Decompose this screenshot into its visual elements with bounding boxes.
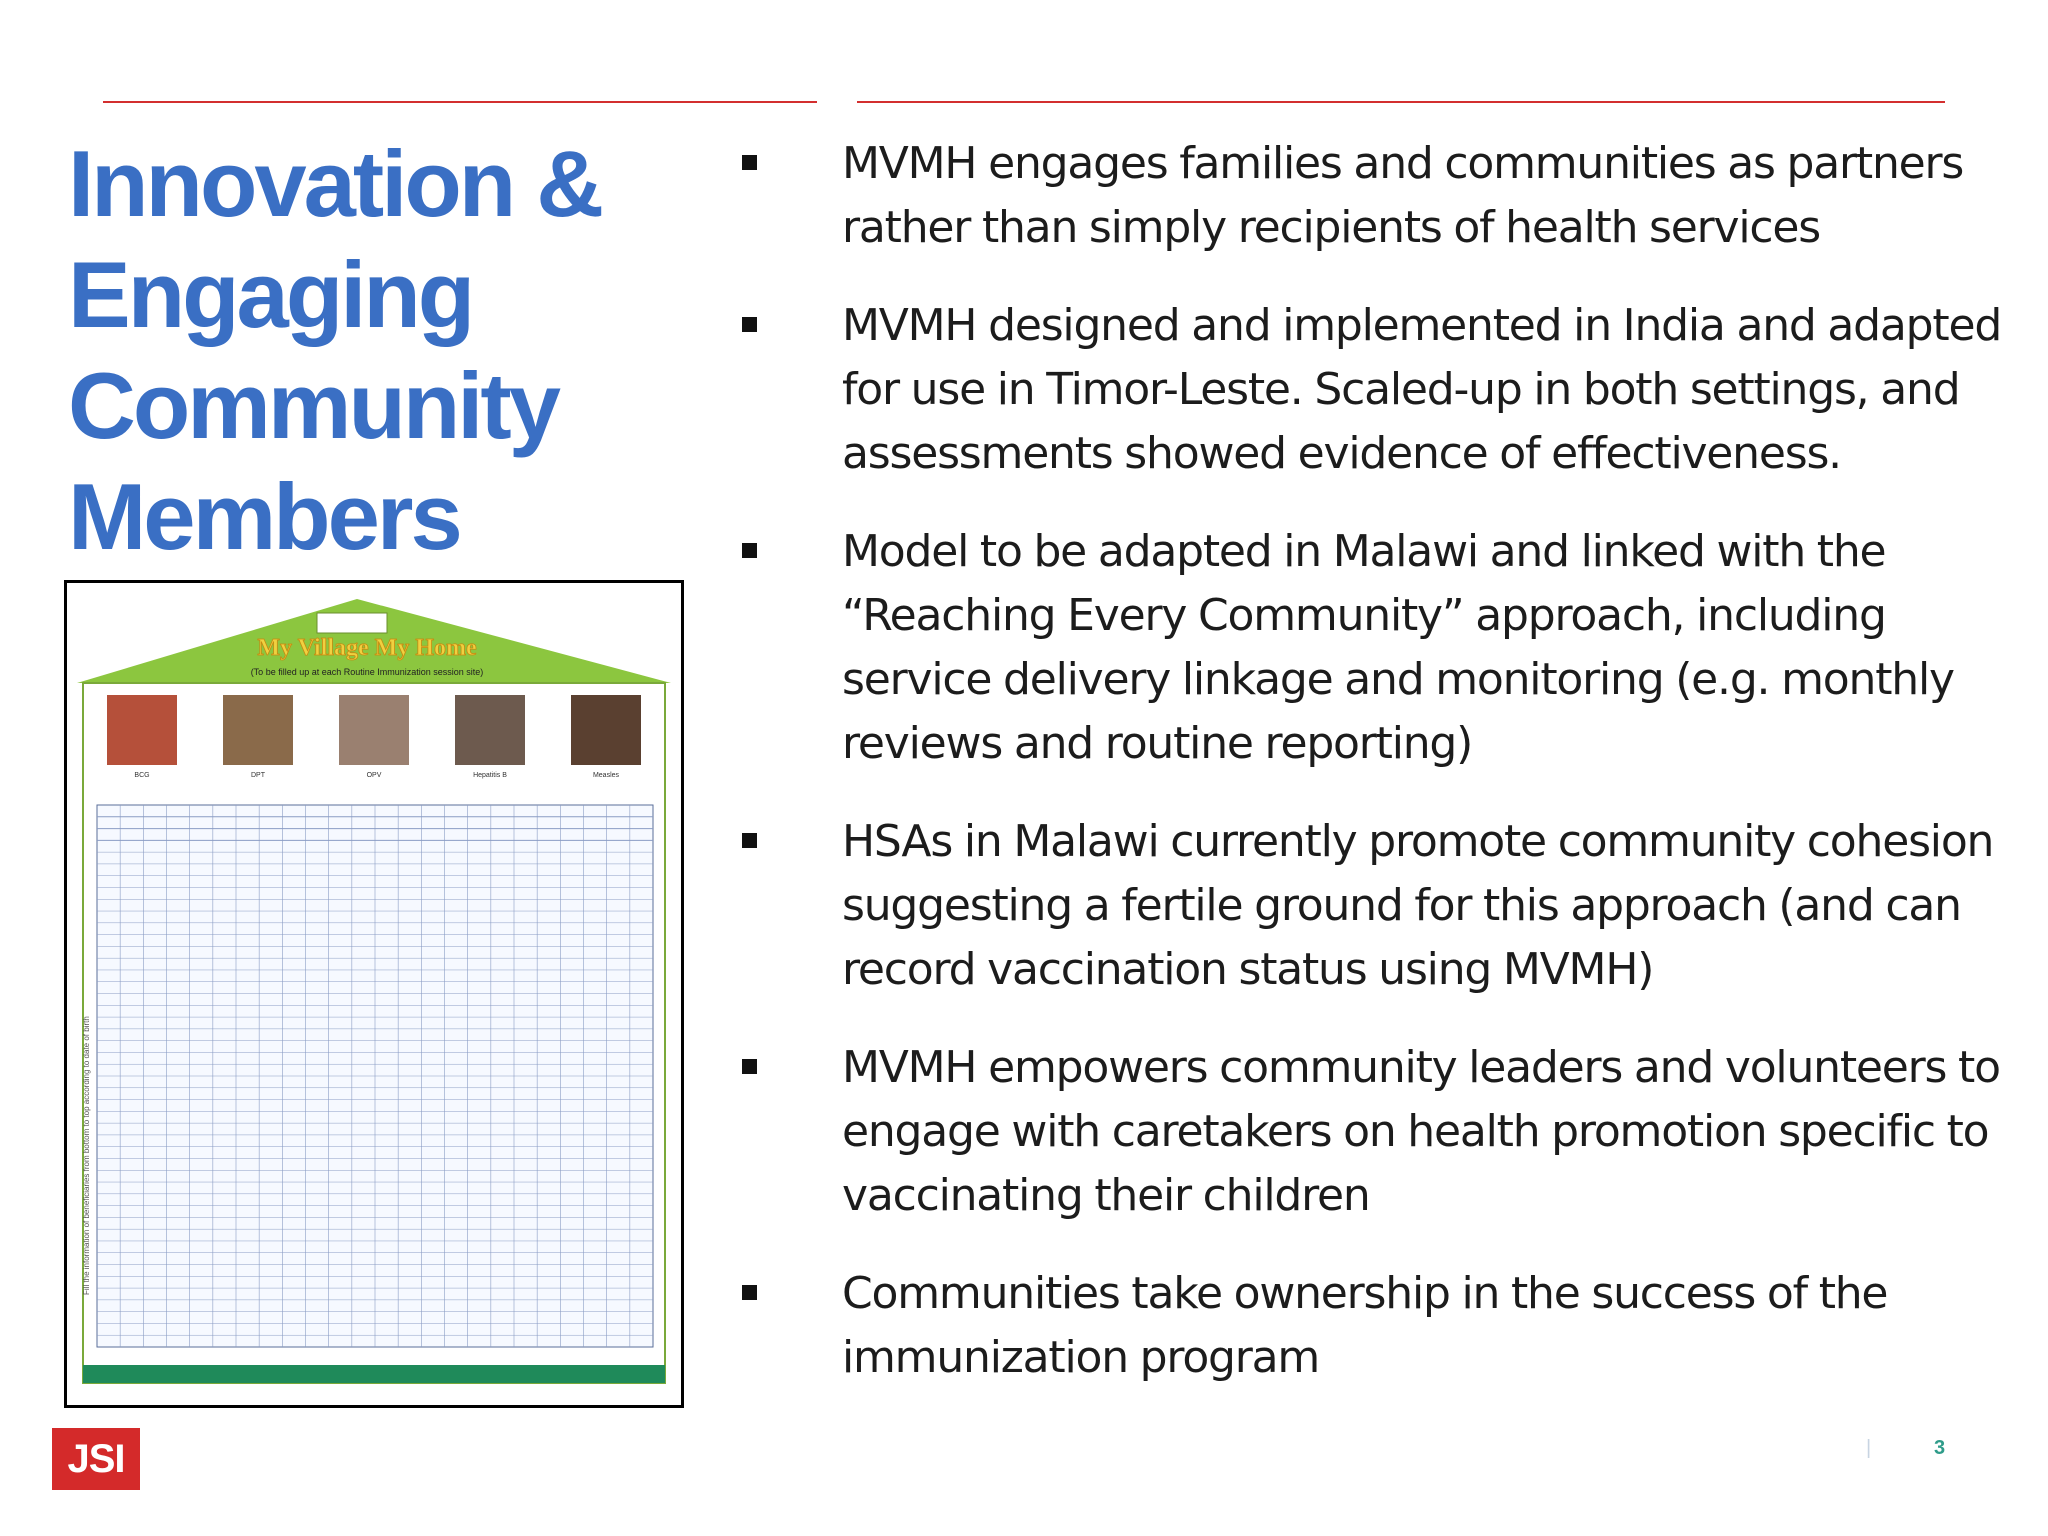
vaccine-label: Hepatitis B [473, 772, 507, 779]
vaccine-label: OPV [366, 772, 382, 779]
poster-graphic [67, 583, 681, 1405]
bullet-text: MVMH engages families and communities as partners rather than simply recipients of health services [842, 138, 1964, 253]
bullet-square-icon [742, 1059, 757, 1074]
bullet-item [742, 294, 2038, 486]
poster-register-table [97, 805, 653, 1347]
bullet-square-icon [742, 1285, 757, 1300]
bullet-square-icon [742, 543, 757, 558]
top-rule-right [857, 101, 1945, 103]
top-rule-left [103, 101, 817, 103]
vaccine-label: BCG [134, 772, 150, 779]
page-separator: | [1866, 1437, 1872, 1459]
vaccine-photo [223, 695, 293, 765]
page-number: 3 [1934, 1437, 1946, 1459]
bullet-text: HSAs in Malawi currently promote community cohesion suggesting a fertile ground for this approach (and can record vaccination status using MVMH) [842, 816, 1994, 995]
bullet-text: MVMH empowers community leaders and volunteers to engage with caretakers on health promotion specific to vaccinating their children [842, 1042, 2000, 1221]
bullet-text: Model to be adapted in Malawi and linked with the “Reaching Every Community” approach, including service delivery linkage and monitoring (e.g. monthly reviews and routine reporting) [842, 526, 1954, 769]
poster-bottom-band [83, 1365, 665, 1383]
bullet-text: MVMH designed and implemented in India and adapted for use in Timor-Leste. Scaled-up in both settings, and assessments showed evidence of effectiveness. [842, 300, 2002, 479]
jsi-logo [52, 1428, 140, 1490]
poster-side-text: Fill the information of beneficiaries from bottom to top according to date of birth [82, 1016, 91, 1295]
bullet-item [742, 1262, 2038, 1390]
mvmh-poster-image [64, 580, 684, 1408]
slide-title [68, 128, 688, 572]
vaccine-photo [107, 695, 177, 765]
title-line-3: Community [68, 353, 558, 458]
bullet-list [742, 132, 2038, 1424]
bullet-square-icon [742, 833, 757, 848]
vaccine-label: DPT [251, 772, 265, 779]
bullet-text: Communities take ownership in the success of the immunization program [842, 1268, 1888, 1383]
title-line-2: Engaging [68, 242, 473, 347]
vaccine-photo [339, 695, 409, 765]
vaccine-photo [571, 695, 641, 765]
bullet-item [742, 132, 2038, 260]
bullet-item [742, 1036, 2038, 1228]
title-line-1: Innovation & [68, 131, 602, 236]
bullet-square-icon [742, 155, 757, 170]
bullet-item [742, 520, 2038, 776]
bullet-square-icon [742, 317, 757, 332]
poster-name-box [317, 613, 387, 633]
title-line-4: Members [68, 464, 460, 569]
vaccine-photo [455, 695, 525, 765]
vaccine-label: Measles [592, 772, 620, 779]
bullet-item [742, 810, 2038, 1002]
poster-title: My Village My Home [257, 635, 477, 661]
jsi-logo-text: JSI [67, 1436, 125, 1481]
poster-subtitle: (To be filled up at each Routine Immunization session site) [250, 667, 484, 677]
